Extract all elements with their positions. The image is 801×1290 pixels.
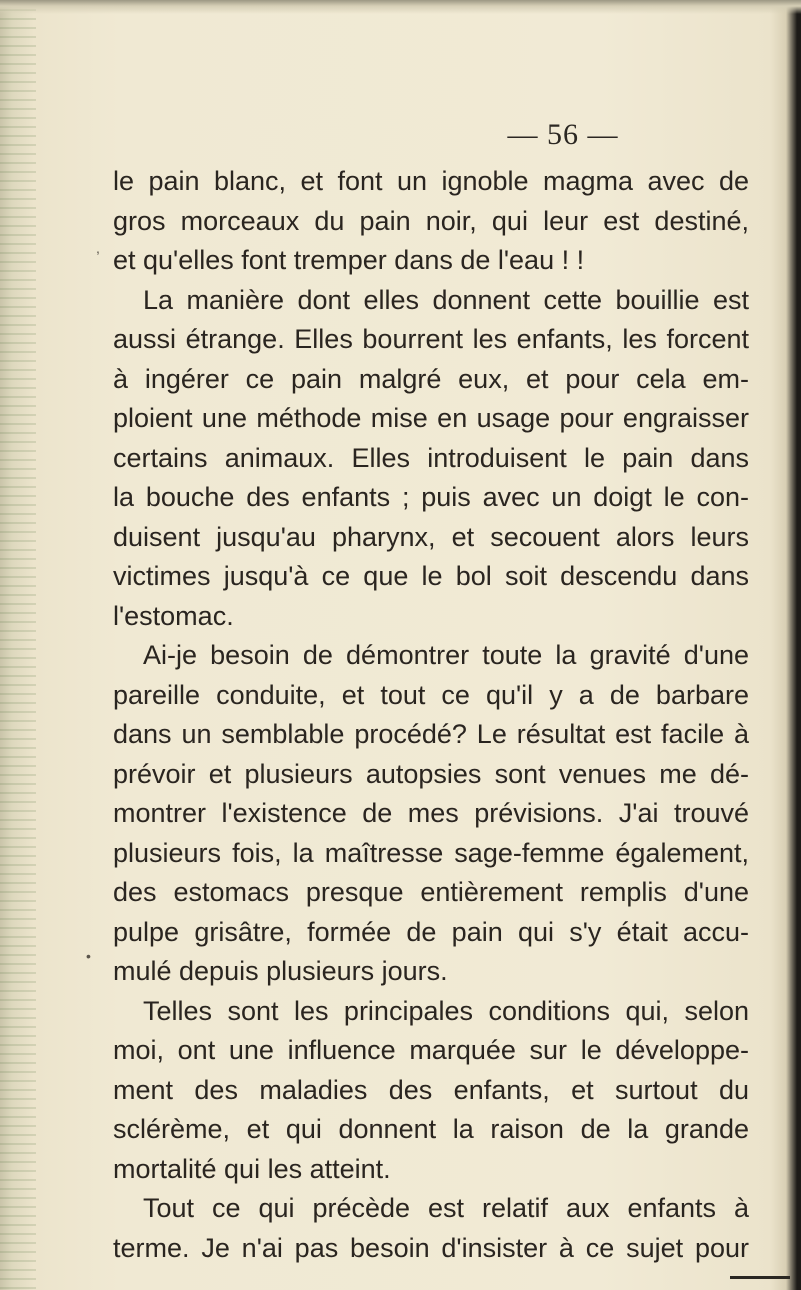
page-top-edge [0,0,801,14]
page-number: — 56 — [507,118,619,151]
text-line: aussi étrange. Elles bourrent les enfants, les forcent [113,324,749,354]
text-line: duisent jusqu'au pharynx, et secouent alors leurs [113,521,749,552]
text-line: terme. Je n'ai pas besoin d'insister à ce sujet pour [113,1232,749,1263]
text-line: pareille conduite, et tout ce qu'il y a de barbare [113,679,749,710]
text-line: à ingérer ce pain malgré eux, et pour cela em- [113,363,749,394]
text-line: gros morceaux du pain noir, qui leur est destiné, [113,205,749,236]
text-line: des estomacs presque entièrement remplis d'une [113,877,749,907]
page-edge-shadow [730,1276,790,1279]
text-line: sclérème, et qui donnent la raison de la grande [113,1114,749,1144]
text-line: moi, ont une influence marquée sur le développe- [113,1035,749,1065]
text-line: La manière dont elles donnent cette bouillie est [143,284,749,315]
text-line: Tout ce qui précède est relatif aux enfants à [143,1193,749,1223]
text-line: plusieurs fois, la maîtresse sage-femme également, [113,837,749,868]
text-line: et qu'elles font tremper dans de l'eau ! ! [113,245,585,275]
margin-speck: • [86,948,91,964]
text-line: montrer l'existence de mes prévisions. J'ai trouvé [113,798,749,828]
text-line: pulpe grisâtre, formée de pain qui s'y était accu- [113,916,749,947]
text-line: Ai-je besoin de démontrer toute la gravité d'une [143,640,749,670]
text-line: la bouche des enfants ; puis avec un doigt le con- [113,482,749,512]
text-line: mortalité qui les atteint. [113,1153,391,1184]
text-line: certains animaux. Elles introduisent le pain dans [113,442,749,473]
text-line: l'estomac. [113,600,234,631]
text-line: victimes jusqu'à ce que le bol soit descendu dans [113,561,749,591]
text-line: ploient une méthode mise en usage pour engraisser [113,403,749,433]
text-line: dans un semblable procédé? Le résultat est facile à [113,719,749,749]
text-line: ment des maladies des enfants, et surtout du [113,1074,749,1105]
text-line: prévoir et plusieurs autopsies sont venues me dé- [113,758,749,789]
binding-edge [0,0,36,1290]
text-line: Telles sont les principales conditions qui, selon [143,995,749,1026]
body-text [113,162,749,1268]
text-line: le pain blanc, et font un ignoble magma avec de [113,166,749,196]
page-number-header [0,118,801,152]
text-line: mulé depuis plusieurs jours. [113,956,448,986]
margin-speck: , [96,240,100,256]
